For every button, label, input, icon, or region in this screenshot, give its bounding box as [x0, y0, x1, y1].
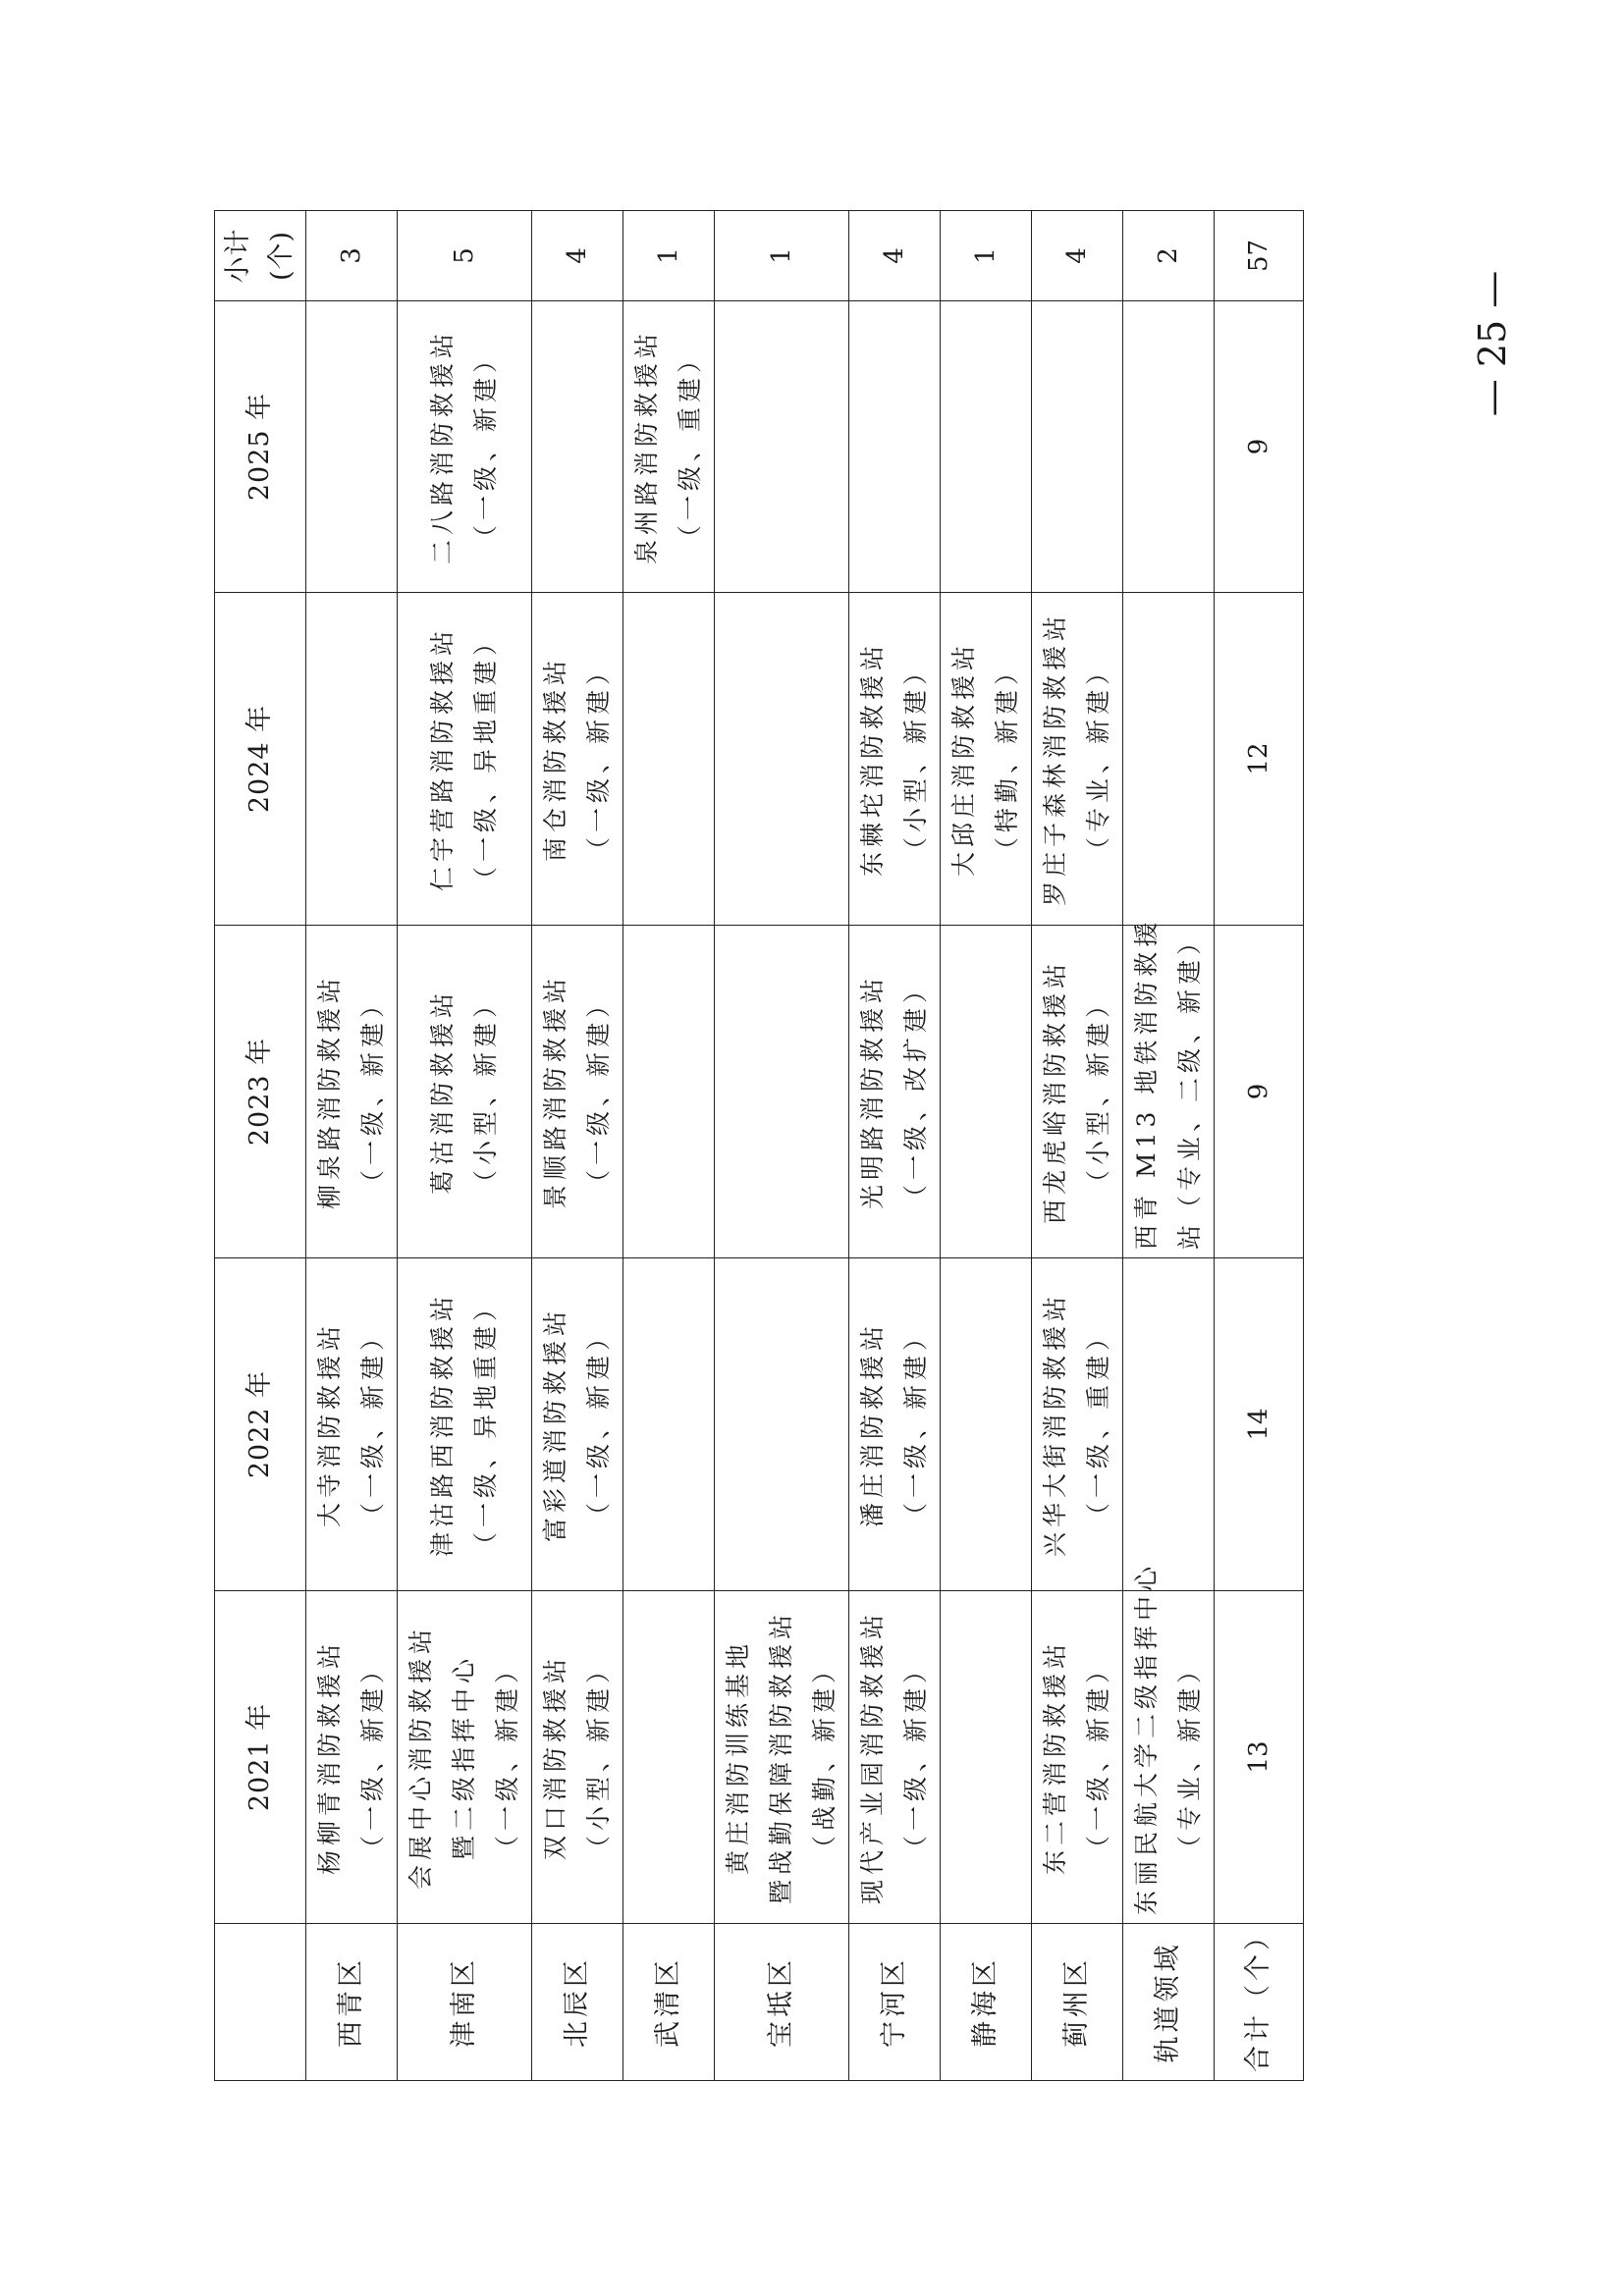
station-cell-2025: [715, 301, 849, 593]
station-cell-2025: [306, 301, 398, 593]
station-name: 黄庄消防训练基地: [724, 1639, 752, 1876]
table-header-row: [215, 211, 306, 2081]
station-detail: 暨二级指挥中心: [450, 1654, 478, 1861]
table-row: [1032, 211, 1123, 2081]
station-name: 9: [1244, 438, 1273, 455]
station-cell-2024: [849, 593, 941, 926]
station-cell-2021: [1032, 1591, 1123, 1924]
station-cell-2022: [306, 1258, 398, 1591]
station-cell-2022: [941, 1258, 1032, 1591]
table-row: [623, 211, 715, 2081]
region-cell: 静海区: [941, 1924, 1032, 2081]
station-detail: （一级、新建）: [493, 1654, 521, 1861]
region-cell: 轨道领域: [1123, 1924, 1215, 2081]
station-name: 9: [1244, 1083, 1273, 1100]
station-detail: （一级、异地重建）: [471, 1292, 500, 1558]
station-name: 富彩道消防救援站: [541, 1307, 569, 1543]
station-cell-2021: [715, 1591, 849, 1924]
region-cell: 武清区: [623, 1924, 715, 2081]
station-cell-2023: [1032, 926, 1123, 1258]
station-cell-2021: [941, 1591, 1032, 1924]
station-detail: （一级、重建）: [1084, 1321, 1112, 1528]
station-cell-2024: [1215, 593, 1304, 926]
station-detail: （一级、新建）: [584, 656, 613, 863]
station-name: 现代产业园消防救援站: [858, 1610, 887, 1905]
station-detail: （一级、新建）: [584, 1321, 613, 1528]
station-name: 葛沽消防救援站: [428, 988, 457, 1196]
station-name: 东棘坨消防救援站: [858, 641, 887, 878]
region-cell: 宁河区: [849, 1924, 941, 2081]
station-name: 潘庄消防救援站: [858, 1321, 887, 1528]
station-cell-2023: [941, 926, 1032, 1258]
station-cell-2024: [306, 593, 398, 926]
station-cell-2024: [532, 593, 623, 926]
subtotal-cell: 4: [849, 211, 941, 301]
station-cell-2023: [849, 926, 941, 1258]
table-row: [849, 211, 941, 2081]
table-row: [398, 211, 532, 2081]
region-cell: 合计（个）: [1215, 1924, 1304, 2081]
header-subtotal: 小计(个): [215, 211, 306, 301]
station-cell-2021: [1123, 1561, 1215, 1924]
station-cell-2024: [1032, 593, 1123, 926]
station-name: 罗庄子森林消防救援站: [1041, 612, 1069, 907]
subtotal-cell: 4: [532, 211, 623, 301]
station-detail: （特勤、新建）: [993, 656, 1021, 863]
station-cell-2025: [941, 301, 1032, 593]
station-cell-2022: [532, 1258, 623, 1591]
station-detail: （一级、重建）: [676, 344, 704, 551]
station-name: 兴华大街消防救援站: [1041, 1292, 1069, 1558]
station-cell-2022: [715, 1258, 849, 1591]
station-detail: （一级、新建）: [358, 988, 387, 1196]
region-cell: 津南区: [398, 1924, 532, 2081]
station-detail: （小型、新建）: [1084, 988, 1112, 1196]
station-name: 柳泉路消防救援站: [315, 974, 344, 1210]
station-name: 大寺消防救援站: [315, 1321, 344, 1528]
station-detail: （一级、新建）: [901, 1321, 930, 1528]
station-name: 西青 M13 地铁消防救援: [1132, 917, 1161, 1250]
station-cell-2025: [849, 301, 941, 593]
station-detail: （一级、新建）: [584, 988, 613, 1196]
station-name: 会展中心消防救援站: [406, 1625, 435, 1891]
page-number: — 25 —: [1471, 270, 1514, 417]
station-name: 双口消防救援站: [541, 1654, 569, 1861]
station-cell-2024: [941, 593, 1032, 926]
station-cell-2021: [849, 1591, 941, 1924]
station-cell-2024: [1123, 593, 1215, 926]
station-name: 西龙虎峪消防救援站: [1041, 959, 1069, 1225]
fire-station-plan-table: [214, 210, 1304, 2081]
region-cell: 宝坻区: [715, 1924, 849, 2081]
station-detail: （一级、改扩建）: [901, 974, 930, 1210]
station-cell-2022: [623, 1258, 715, 1591]
header-2022: 2022 年: [215, 1258, 306, 1591]
station-cell-2022: [398, 1258, 532, 1591]
station-detail: 站（专业、二级、新建）: [1175, 925, 1204, 1250]
station-cell-2022: [849, 1258, 941, 1591]
station-detail: （一级、新建）: [358, 1654, 387, 1861]
station-cell-2023: [1215, 926, 1304, 1258]
station-detail: （一级、新建）: [471, 344, 500, 551]
table-row: [715, 211, 849, 2081]
station-cell-2022: [1123, 1258, 1215, 1591]
header-2025: 2025 年: [215, 301, 306, 593]
header-2021: 2021 年: [215, 1591, 306, 1924]
subtotal-cell: 4: [1032, 211, 1123, 301]
region-cell: 蓟州区: [1032, 1924, 1123, 2081]
station-name: 12: [1244, 742, 1273, 775]
subtotal-cell: 5: [398, 211, 532, 301]
station-name: 东二营消防救援站: [1041, 1639, 1069, 1876]
station-name: 南仓消防救援站: [541, 656, 569, 863]
station-name: 二八路消防救援站: [428, 329, 457, 565]
station-cell-2021: [532, 1591, 623, 1924]
table-row: [1215, 211, 1304, 2081]
station-cell-2021: [398, 1591, 532, 1924]
station-name: 景顺路消防救援站: [541, 974, 569, 1210]
rotated-table-container: [214, 211, 1273, 2081]
station-detail: （战勤、新建）: [810, 1654, 839, 1861]
station-cell-2022: [1032, 1258, 1123, 1591]
header-2024: 2024 年: [215, 593, 306, 926]
station-cell-2024: [623, 593, 715, 926]
station-name: 大邱庄消防救援站: [949, 641, 978, 878]
subtotal-cell: 3: [306, 211, 398, 301]
station-detail: （一级、异地重建）: [471, 626, 500, 892]
station-cell-2021: [306, 1591, 398, 1924]
station-detail: 暨战勤保障消防救援站: [767, 1610, 795, 1905]
station-cell-2022: [1215, 1258, 1304, 1591]
subtotal-cell: 1: [941, 211, 1032, 301]
station-cell-2025: [1215, 301, 1304, 593]
region-cell: 西青区: [306, 1924, 398, 2081]
station-detail: （一级、新建）: [358, 1321, 387, 1528]
station-cell-2025: [1123, 301, 1215, 593]
station-detail: （专业、新建）: [1084, 656, 1112, 863]
station-name: 东丽民航大学二级指挥中心: [1132, 1561, 1161, 1915]
station-cell-2023: [715, 926, 849, 1258]
station-detail: （专业、新建）: [1175, 1654, 1204, 1861]
station-cell-2021: [1215, 1591, 1304, 1924]
station-cell-2023: [306, 926, 398, 1258]
station-detail: （一级、新建）: [901, 1654, 930, 1861]
station-name: 光明路消防救援站: [858, 974, 887, 1210]
subtotal-cell: 57: [1215, 211, 1304, 301]
station-cell-2023: [623, 926, 715, 1258]
subtotal-cell: 2: [1123, 211, 1215, 301]
table-row: [941, 211, 1032, 2081]
subtotal-cell: 1: [623, 211, 715, 301]
station-detail: （小型、新建）: [584, 1654, 613, 1861]
station-detail: （小型、新建）: [901, 656, 930, 863]
station-cell-2024: [398, 593, 532, 926]
header-region: [215, 1924, 306, 2081]
station-name: 14: [1244, 1408, 1273, 1441]
station-name: 13: [1244, 1740, 1273, 1774]
region-cell: 北辰区: [532, 1924, 623, 2081]
station-name: 泉州路消防救援站: [632, 329, 661, 565]
station-cell-2025: [623, 301, 715, 593]
header-2023: 2023 年: [215, 926, 306, 1258]
subtotal-cell: 1: [715, 211, 849, 301]
station-detail: （小型、新建）: [471, 988, 500, 1196]
station-detail: （一级、新建）: [1084, 1654, 1112, 1861]
station-cell-2023: [532, 926, 623, 1258]
station-cell-2025: [532, 301, 623, 593]
station-name: 仁宇营路消防救援站: [428, 626, 457, 892]
station-cell-2023: [1123, 917, 1215, 1258]
station-name: 津沽路西消防救援站: [428, 1292, 457, 1558]
table-row: [306, 211, 398, 2081]
table-row: [1123, 211, 1215, 2081]
station-name: 杨柳青消防救援站: [315, 1639, 344, 1876]
table-row: [532, 211, 623, 2081]
station-cell-2025: [1032, 301, 1123, 593]
station-cell-2023: [398, 926, 532, 1258]
station-cell-2021: [623, 1591, 715, 1924]
station-cell-2024: [715, 593, 849, 926]
station-cell-2025: [398, 301, 532, 593]
